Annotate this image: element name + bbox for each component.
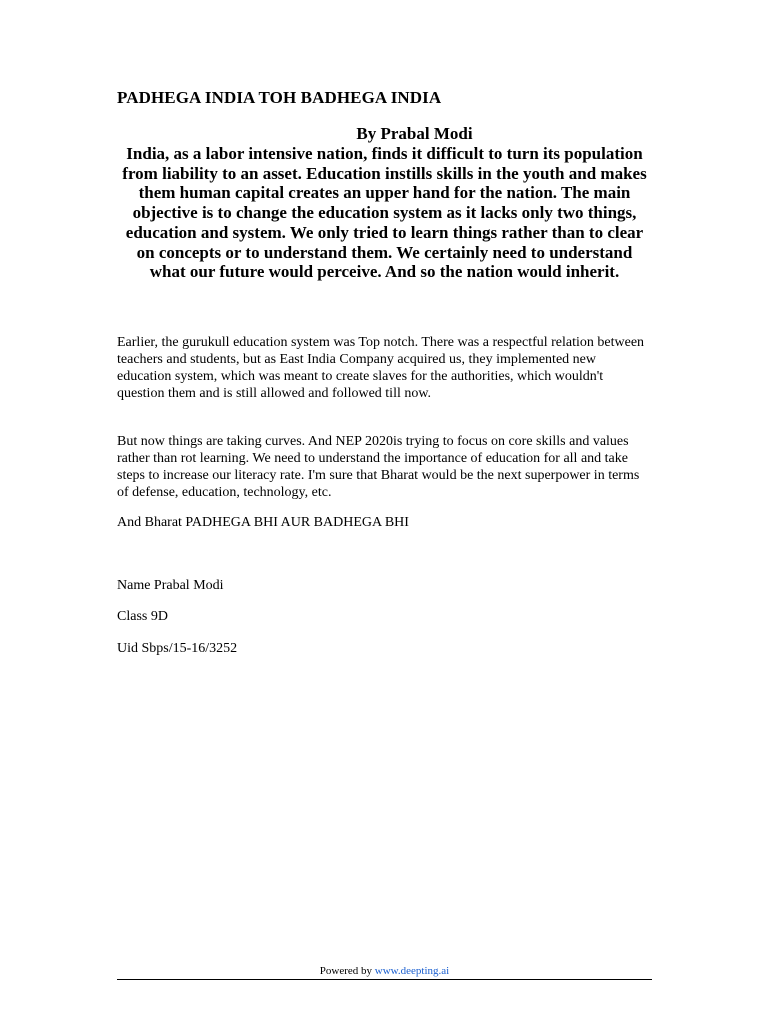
footer-divider	[117, 979, 652, 980]
footer-powered-by	[117, 965, 652, 977]
deepting-link[interactable]: www.deepting.ai	[374, 965, 450, 977]
body-paragraph-nep: But now things are taking curves. And NEP 2020is trying to focus on core skills and values rather than rot learning. We need to understand the importance of education for all and take steps to increase our literacy rate. I'm sure that Bharat would be the next superpower in terms of defense, education, technology, etc.	[117, 434, 640, 500]
closing-line: And Bharat PADHEGA BHI AUR BADHEGA BHI	[117, 515, 409, 530]
signature-uid: Uid Sbps/15-16/3252	[117, 641, 238, 656]
author-byline: By Prabal Modi	[356, 124, 473, 143]
abstract-paragraph: India, as a labor intensive nation, finds it difficult to turn its population from liability to an asset. Education instills skills in the youth and makes them human capital creates an upper hand for the nation. The main objective is to change the education system as it lacks only two things, education and system. We only tried to learn things rather than to clear on concepts or to understand them. We certainly need to understand what our future would perceive. And so the nation would inherit.	[122, 144, 647, 282]
body-paragraph-history: Earlier, the gurukull education system was Top notch. There was a respectful relation between teachers and students, but as East India Company acquired us, they implemented new education system, which was meant to create slaves for the authorities, which wouldn't question them and is still allowed and followed till now.	[117, 335, 645, 401]
signature-class: Class 9D	[117, 609, 168, 624]
signature-name: Name Prabal Modi	[117, 578, 224, 593]
powered-by-label: Powered by	[319, 965, 373, 977]
document-title: PADHEGA INDIA TOH BADHEGA INDIA	[117, 88, 442, 107]
